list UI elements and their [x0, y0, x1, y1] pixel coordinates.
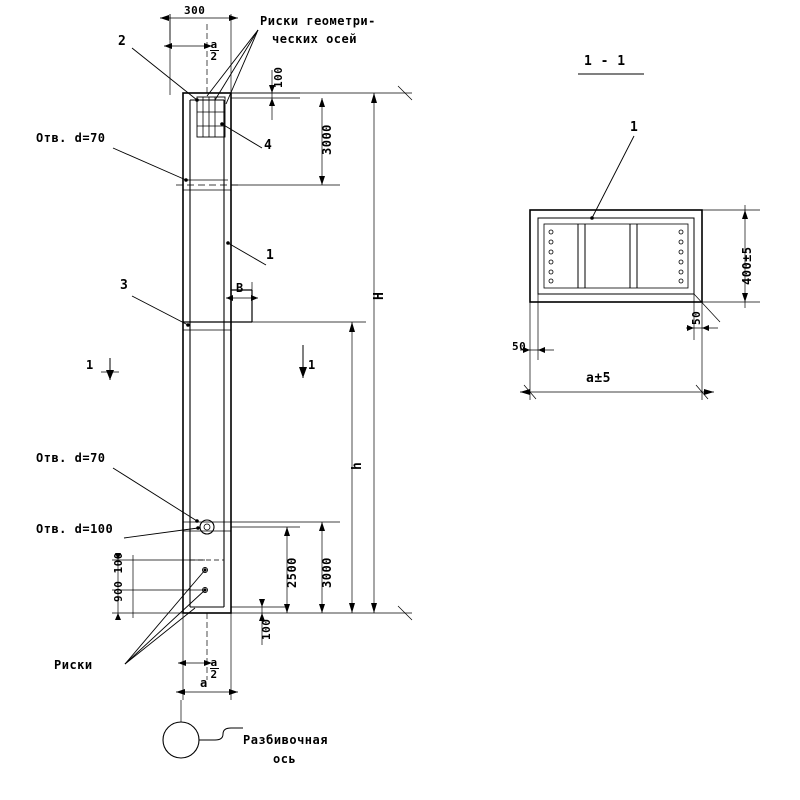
callout-1-front-view: 1 — [266, 248, 275, 263]
dim-a-over-2-top: $\frac{a}{2}$ — [210, 38, 218, 63]
section-mark-right: 1 — [308, 358, 316, 372]
dim-400-tol-5: 400±5 — [740, 246, 754, 285]
dim-100-top: 100 — [272, 66, 285, 88]
callout-2: 2 — [118, 34, 127, 49]
label-hole-d70-bottom: Отв. d=70 — [36, 451, 106, 465]
label-layout-axis-line2: ось — [273, 752, 297, 766]
dim-100-bottom: 100 — [260, 618, 273, 640]
callout-3: 3 — [120, 278, 129, 293]
label-hole-d100: Отв. d=100 — [36, 522, 114, 536]
dim-h: h — [350, 461, 365, 470]
dim-900-100: 900 100 — [112, 552, 125, 602]
dim-a-over-2-bottom: $\frac{a}{2}$ — [210, 656, 218, 681]
dim-H: H — [372, 291, 387, 300]
label-risks: Риски — [54, 658, 93, 672]
label-risks-geometric-axes-line1: Риски геометри- — [260, 14, 376, 28]
dim-2500: 2500 — [285, 557, 299, 588]
dim-a-tol-5: a±5 — [586, 371, 611, 386]
dim-3000-top: 3000 — [320, 124, 334, 155]
section-title-1-1: 1 - 1 — [584, 54, 626, 69]
dim-300: 300 — [184, 4, 206, 17]
callout-1-section-view: 1 — [630, 120, 639, 135]
dim-B: B — [236, 281, 244, 295]
section-mark-left: 1 — [86, 358, 94, 372]
label-hole-d70-top: Отв. d=70 — [36, 131, 106, 145]
dim-3000-bottom: 3000 — [320, 557, 334, 588]
callout-4: 4 — [264, 138, 273, 153]
dim-50-right: 50 — [690, 310, 703, 325]
dim-50-left: 50 — [512, 340, 527, 353]
label-risks-geometric-axes-line2: ческих осей — [272, 32, 357, 46]
dim-a: a — [200, 676, 208, 690]
label-layout-axis-line1: Разбивочная — [243, 733, 328, 747]
